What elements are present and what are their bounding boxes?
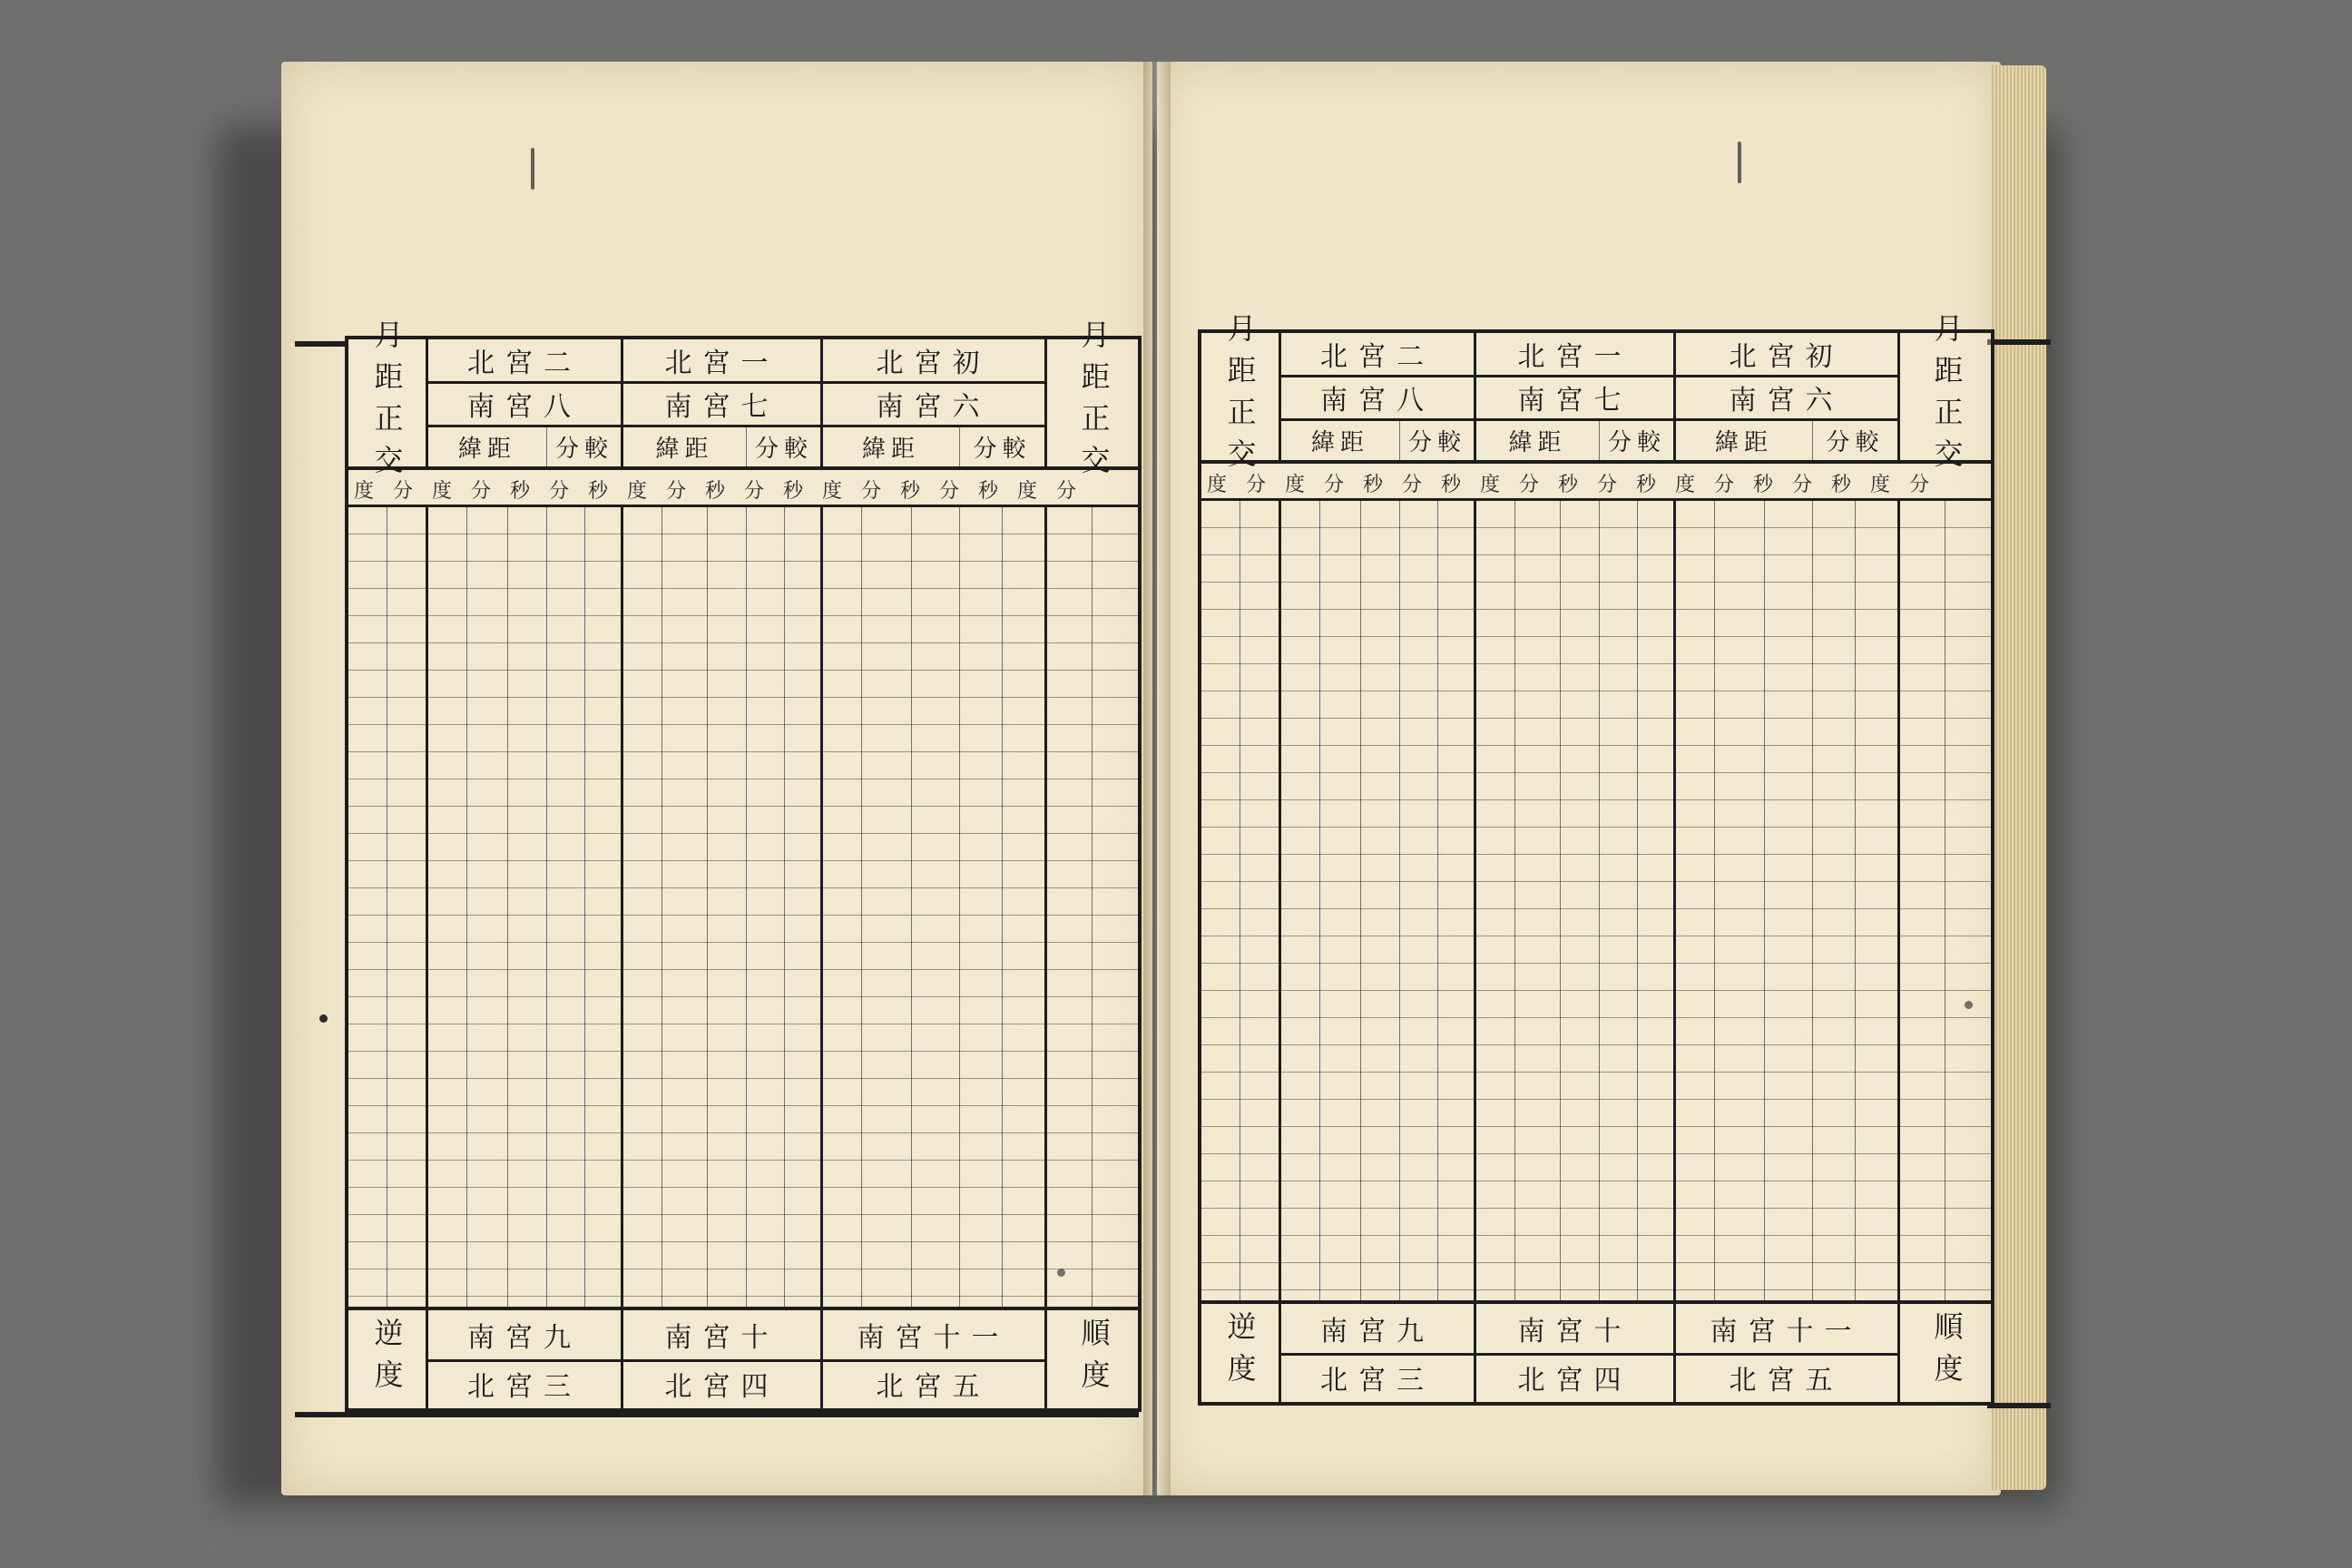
left-unit-row bbox=[348, 466, 1138, 507]
right-table-header bbox=[1201, 313, 1991, 480]
left-h1-col3: 北宮初 bbox=[876, 348, 991, 379]
right-h2-col3: 南宮六 bbox=[1729, 385, 1844, 416]
right-h3-3: 分較 bbox=[1607, 428, 1666, 456]
left-f1-col3: 南宮十一 bbox=[857, 1322, 1010, 1354]
right-h3-4: 緯距 bbox=[1714, 428, 1773, 456]
right-footer-left: 逆度 bbox=[1222, 1311, 1258, 1395]
right-h3-0: 緯距 bbox=[1310, 428, 1369, 456]
left-f2-col1: 北宮三 bbox=[467, 1371, 582, 1403]
right-f2-col2: 北宮四 bbox=[1517, 1365, 1632, 1396]
left-f2-col2: 北宮四 bbox=[664, 1371, 779, 1403]
left-h2-col2: 南宮七 bbox=[664, 391, 779, 423]
right-table bbox=[1198, 313, 1994, 1406]
right-h2-col1: 南宮八 bbox=[1320, 385, 1435, 416]
right-top-rule bbox=[1987, 339, 2051, 345]
right-f1-col2: 南宮十 bbox=[1517, 1316, 1632, 1348]
right-bottom-rule bbox=[1987, 1403, 2051, 1408]
right-f1-col3: 南宮十一 bbox=[1710, 1316, 1863, 1348]
left-side-label: 月距正交 bbox=[369, 319, 405, 486]
left-page-mark bbox=[531, 148, 534, 190]
right-h1-col3: 北宮初 bbox=[1729, 341, 1844, 373]
left-table-body bbox=[348, 507, 1138, 1307]
left-h2-col3: 南宮六 bbox=[876, 391, 991, 423]
right-footer-right: 順度 bbox=[1929, 1311, 1965, 1395]
left-page-dot bbox=[319, 1014, 328, 1023]
book-gutter bbox=[1143, 62, 1171, 1495]
right-h2-col2: 南宮七 bbox=[1517, 385, 1632, 416]
left-footer-left: 逆度 bbox=[369, 1318, 405, 1401]
right-h3-5: 分較 bbox=[1826, 428, 1885, 456]
left-footer-right: 順度 bbox=[1076, 1318, 1112, 1401]
right-h3-1: 分較 bbox=[1407, 428, 1466, 456]
left-h3-4: 緯距 bbox=[861, 435, 920, 463]
right-f2-col3: 北宮五 bbox=[1729, 1365, 1844, 1396]
left-h1-col2: 北宮一 bbox=[664, 348, 779, 379]
right-f2-col1: 北宮三 bbox=[1320, 1365, 1435, 1396]
right-table-footer bbox=[1201, 1300, 1991, 1402]
left-h3-5: 分較 bbox=[973, 435, 1032, 463]
left-f1-col2: 南宮十 bbox=[664, 1322, 779, 1354]
left-h3-1: 分較 bbox=[554, 435, 613, 463]
left-h3-0: 緯距 bbox=[457, 435, 516, 463]
left-table-footer bbox=[348, 1307, 1138, 1408]
left-h2-col1: 南宮八 bbox=[467, 391, 582, 423]
right-f1-col1: 南宮九 bbox=[1320, 1316, 1435, 1348]
right-h1-col2: 北宮一 bbox=[1517, 341, 1632, 373]
left-side-label-right: 月距正交 bbox=[1076, 319, 1112, 486]
left-bottom-rule bbox=[295, 1412, 1139, 1417]
left-f1-col1: 南宮九 bbox=[467, 1322, 582, 1354]
right-table-body bbox=[1201, 501, 1991, 1300]
left-f2-col3: 北宮五 bbox=[876, 1371, 991, 1403]
right-page-mark bbox=[1738, 142, 1741, 183]
right-h3-2: 緯距 bbox=[1508, 428, 1567, 456]
page-edges bbox=[1992, 65, 2046, 1490]
left-h1-col1: 北宮二 bbox=[467, 348, 582, 379]
left-h3-2: 緯距 bbox=[655, 435, 714, 463]
open-book bbox=[272, 53, 2051, 1504]
right-side-label: 月距正交 bbox=[1222, 313, 1258, 480]
left-table bbox=[345, 319, 1142, 1412]
left-table-header bbox=[348, 319, 1138, 486]
left-units: 度分度分秒分秒度分秒分秒度分秒分秒度分 bbox=[354, 480, 1096, 503]
right-units: 度分度分秒分秒度分秒分秒度分秒分秒度分 bbox=[1207, 474, 1949, 496]
left-top-rule bbox=[295, 341, 345, 347]
right-h1-col1: 北宮二 bbox=[1320, 341, 1435, 373]
left-h3-3: 分較 bbox=[754, 435, 813, 463]
right-unit-row bbox=[1201, 460, 1991, 501]
right-side-label-right: 月距正交 bbox=[1929, 313, 1965, 480]
